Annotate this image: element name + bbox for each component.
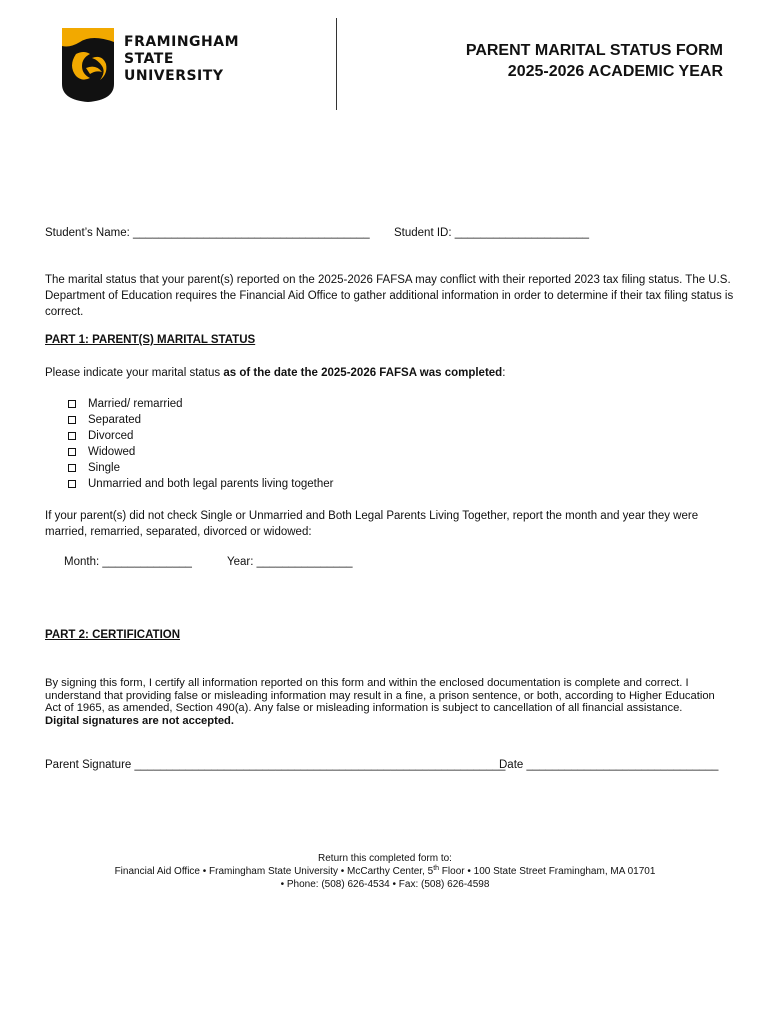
student-id-field[interactable]: Student ID: _____________________	[394, 227, 590, 239]
parent-signature-field[interactable]: Parent Signature __________________________________________________________	[45, 759, 506, 771]
certification-text	[45, 677, 725, 727]
option-separated[interactable]	[68, 412, 333, 428]
option-label: Widowed	[88, 446, 136, 458]
checkbox[interactable]	[68, 464, 76, 472]
form-title-line-2: 2025-2026 ACADEMIC YEAR	[507, 63, 723, 80]
student-name-field[interactable]: Student’s Name: _____________________________________	[45, 227, 370, 239]
footer-line-2	[0, 865, 770, 878]
checkbox[interactable]	[68, 480, 76, 488]
wordmark-line-1: FRAMINGHAM	[124, 34, 240, 50]
followup-line-2: married, remarried, separated, divorced or widowed:	[45, 526, 312, 538]
footer-floor-suffix: th	[433, 865, 440, 872]
part1-followup	[45, 508, 698, 540]
part2-heading: PART 2: CERTIFICATION	[45, 629, 181, 641]
footer-address-a: Financial Aid Office • Framingham State University • McCarthy Center, 5	[114, 866, 434, 877]
intro-paragraph	[45, 272, 733, 320]
wordmark-line-2: STATE	[124, 51, 174, 67]
checkbox[interactable]	[68, 416, 76, 424]
footer-line-1: Return this completed form to:	[318, 853, 452, 864]
checkbox[interactable]	[68, 448, 76, 456]
month-field[interactable]: Month: ______________	[64, 556, 192, 568]
instruction-prefix: Please indicate your marital status	[45, 367, 224, 379]
year-field[interactable]: Year: _______________	[227, 556, 353, 568]
cert-line-2: understand that providing false or misleading information may result in a fine, a prison sentence, or both, according to Higher Education	[45, 689, 715, 702]
option-widowed[interactable]	[68, 444, 333, 460]
option-single[interactable]	[68, 460, 333, 476]
intro-line-3: correct.	[45, 306, 84, 318]
footer	[0, 852, 770, 891]
cert-line-4: Digital signatures are not accepted.	[45, 714, 234, 727]
option-divorced[interactable]	[68, 428, 333, 444]
cert-line-1: By signing this form, I certify all information reported on this form and within the enclosed documentation is complete and correct. I	[45, 677, 689, 689]
date-field[interactable]: Date ______________________________	[499, 759, 719, 771]
option-label: Married/ remarried	[88, 398, 183, 410]
form-title	[360, 40, 723, 82]
followup-line-1: If your parent(s) did not check Single or Unmarried and Both Legal Parents Living Together, report the month and year they were	[45, 510, 699, 522]
footer-address-b: Floor • 100 State Street Framingham, MA 01701	[439, 866, 656, 877]
option-label: Single	[88, 462, 120, 474]
wordmark-line-3: UNIVERSITY	[124, 68, 224, 84]
option-label: Separated	[88, 414, 142, 426]
instruction-bold: as of the date the 2025-2026 FAFSA was completed	[223, 367, 503, 379]
option-label: Unmarried and both legal parents living together	[88, 478, 334, 490]
form-title-line-1: PARENT MARITAL STATUS FORM	[465, 42, 723, 59]
option-unmarried-together[interactable]	[68, 476, 333, 492]
university-logo-icon	[62, 28, 114, 102]
intro-line-1: The marital status that your parent(s) reported on the 2025-2026 FAFSA may conflict with their reported 2023 tax filing status. The U.S.	[45, 274, 731, 286]
university-wordmark	[124, 34, 239, 85]
option-married[interactable]	[68, 396, 333, 412]
instruction-suffix: :	[502, 367, 506, 379]
cert-line-3: Act of 1965, as amended, Section 490(a). Any false or misleading information is subject to cancellation of all financial assistance.	[45, 702, 683, 714]
option-label: Divorced	[88, 430, 134, 442]
intro-line-2: Department of Education requires the Financial Aid Office to gather additional information in order to determine if their tax filing status is	[45, 290, 734, 302]
footer-line-3: • Phone: (508) 626-4534 • Fax: (508) 626-4598	[280, 879, 490, 890]
checkbox[interactable]	[68, 400, 76, 408]
checkbox[interactable]	[68, 432, 76, 440]
part1-instruction	[45, 365, 505, 381]
marital-status-options	[68, 396, 333, 492]
part1-heading: PART 1: PARENT(S) MARITAL STATUS	[45, 334, 256, 346]
header-divider	[336, 18, 337, 110]
